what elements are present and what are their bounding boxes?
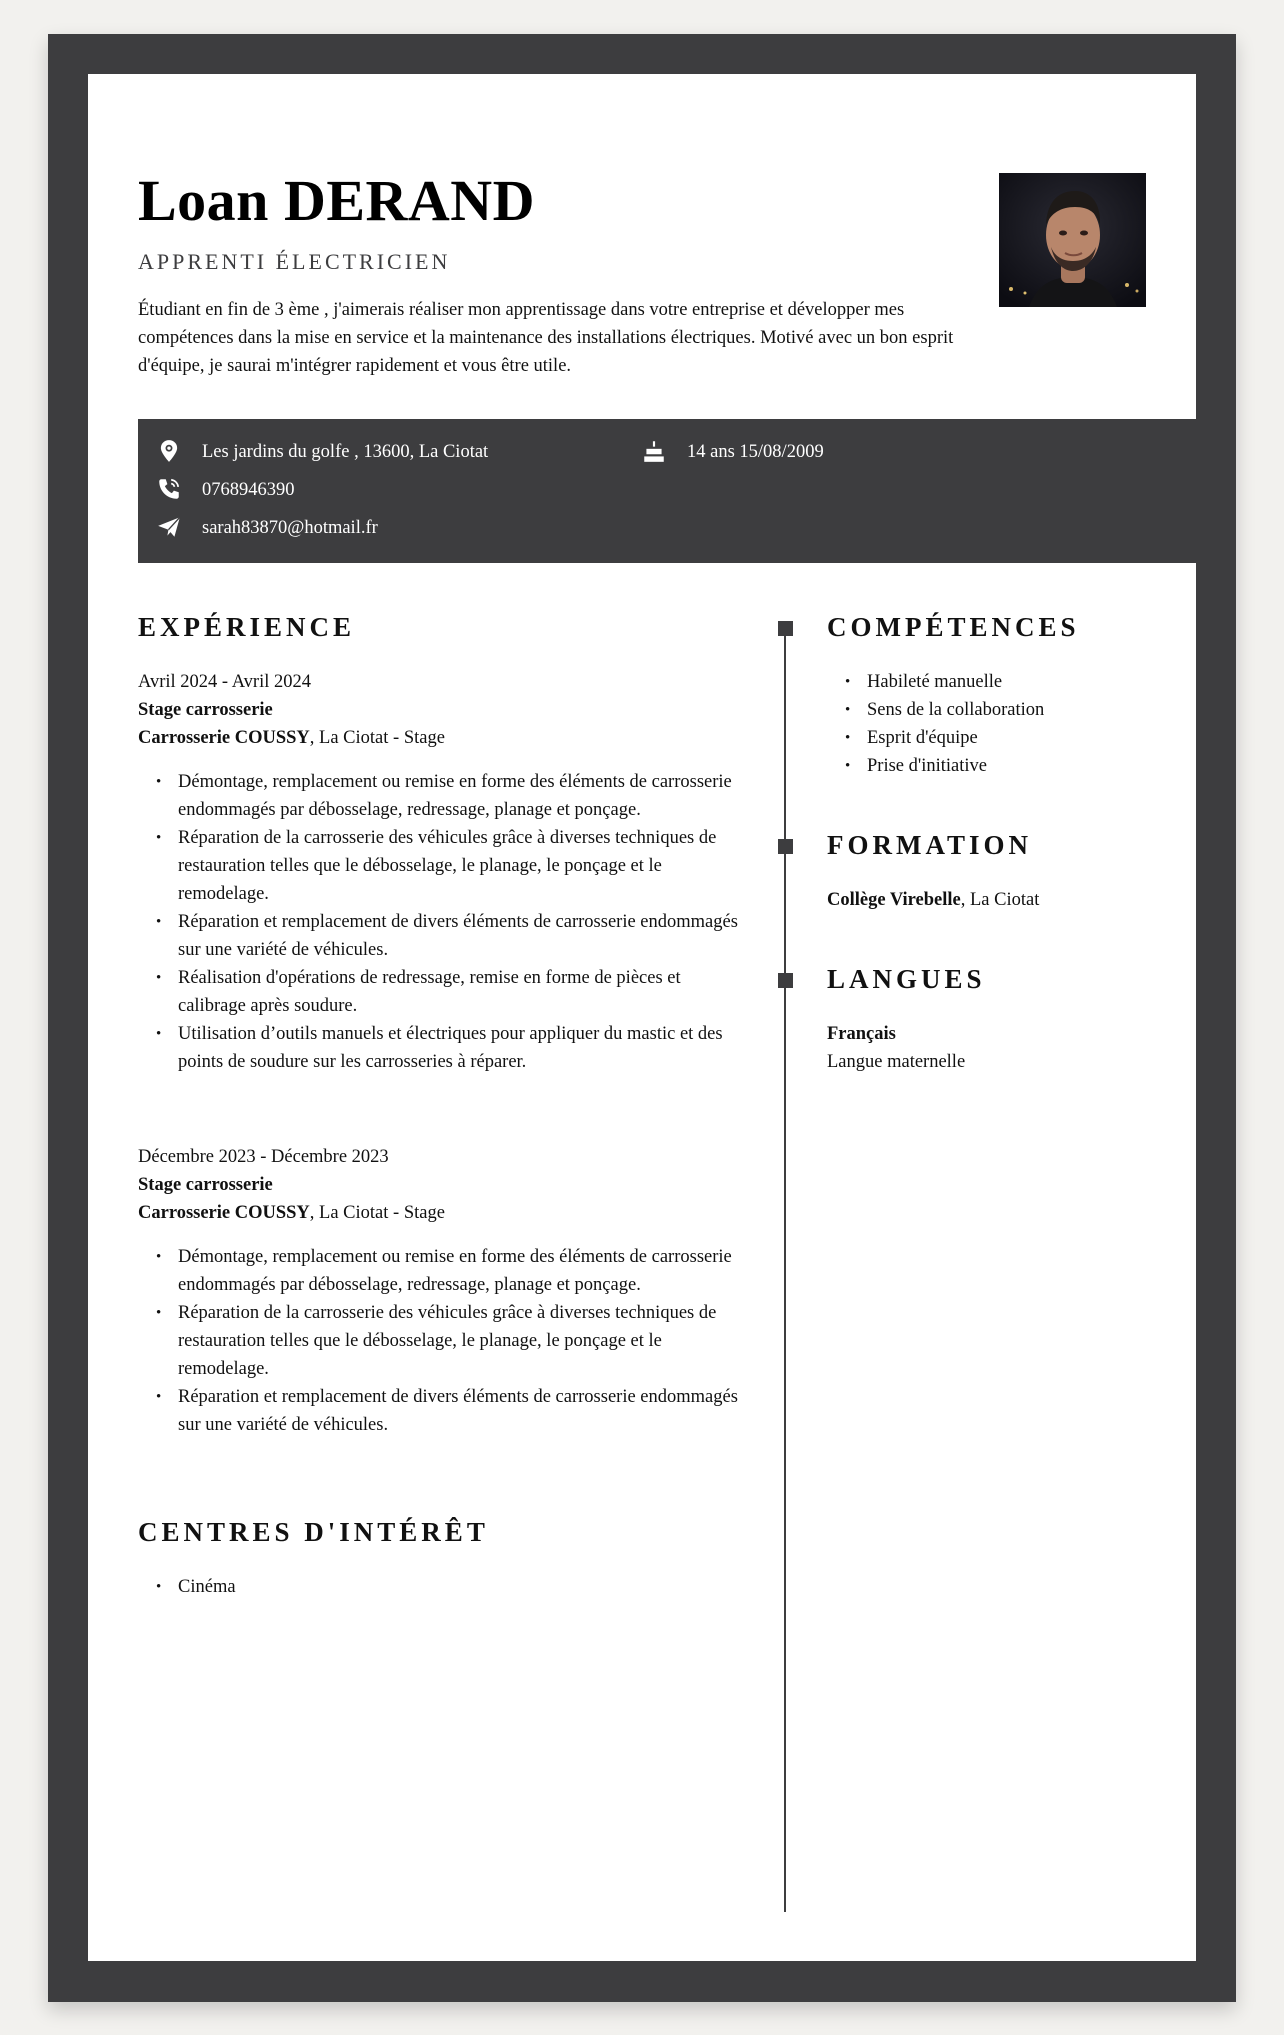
column-divider-line xyxy=(784,627,786,1912)
interests-heading: CENTRES D'INTÉRÊT xyxy=(138,1517,489,1547)
list-item: • Réalisation d'opérations de redressage, remise en forme de pièces et calibrage après soudure. xyxy=(138,964,738,1020)
education-entry xyxy=(827,886,1039,914)
exp1-company: Carrosserie COUSSY xyxy=(138,728,310,748)
skills-heading: COMPÉTENCES xyxy=(827,612,1080,642)
exp1-company-line xyxy=(138,724,445,752)
education-school: Collège Virebelle xyxy=(827,890,961,910)
exp2-details: , La Ciotat - Stage xyxy=(309,1203,445,1223)
contact-birth: 14 ans 15/08/2009 xyxy=(687,442,824,462)
list-item: • Utilisation d’outils manuels et électriques pour appliquer du mastic et des points de soudure sur les carrosseries à réparer. xyxy=(138,1020,738,1076)
timeline-marker xyxy=(778,973,793,988)
contact-address: Les jardins du golfe , 13600, La Ciotat xyxy=(202,442,489,462)
exp1-bullet-list xyxy=(138,768,738,1076)
portrait-image xyxy=(999,173,1146,307)
birthday-cake-icon xyxy=(641,438,667,464)
exp2-dates: Décembre 2023 - Décembre 2023 xyxy=(138,1147,389,1167)
timeline-marker xyxy=(778,839,793,854)
list-item: • Démontage, remplacement ou remise en forme des éléments de carrosserie endommagés par débosselage, redressage, planage et ponçage. xyxy=(138,768,738,824)
exp1-details: , La Ciotat - Stage xyxy=(309,728,445,748)
interests-list xyxy=(138,1573,738,1601)
exp1-role: Stage carrosserie xyxy=(138,700,273,720)
list-item: • Réparation de la carrosserie des véhicules grâce à diverses techniques de restauration telles que le débosselage, le planage, le ponçage et le remodelage. xyxy=(138,824,738,908)
language-name: Français xyxy=(827,1024,896,1044)
list-item: • Sens de la collaboration xyxy=(827,696,1187,724)
list-item: • Habileté manuelle xyxy=(827,668,1187,696)
contact-email[interactable]: sarah83870@hotmail.fr xyxy=(202,518,378,538)
list-item: • Réparation de la carrosserie des véhicules grâce à diverses techniques de restauration telles que le débosselage, le planage, le ponçage et le remodelage. xyxy=(138,1299,738,1383)
exp2-role: Stage carrosserie xyxy=(138,1175,273,1195)
job-title: APPRENTI ÉLECTRICIEN xyxy=(138,249,451,274)
list-item: • Prise d'initiative xyxy=(827,752,1187,780)
exp2-company: Carrosserie COUSSY xyxy=(138,1203,310,1223)
language-level: Langue maternelle xyxy=(827,1052,966,1072)
exp2-company-line xyxy=(138,1199,445,1227)
contact-bar xyxy=(138,419,1196,563)
exp2-bullet-list xyxy=(138,1243,738,1439)
profile-summary: Étudiant en fin de 3 ème , j'aimerais réaliser mon apprentissage dans votre entreprise et développer mes compétences dans la mise en service et la maintenance des installations électriques. Motivé avec un bon esprit d'équipe, je saurai m'intégrer rapidement et vous être utile. xyxy=(138,300,954,376)
list-item: • Esprit d'équipe xyxy=(827,724,1187,752)
education-heading: FORMATION xyxy=(827,830,1032,860)
list-item: • Démontage, remplacement ou remise en forme des éléments de carrosserie endommagés par débosselage, redressage, planage et ponçage. xyxy=(138,1243,738,1299)
skills-list xyxy=(827,668,1187,780)
location-pin-icon xyxy=(156,438,182,464)
list-item: • Cinéma xyxy=(138,1573,738,1601)
send-email-icon xyxy=(156,514,182,540)
list-item: • Réparation et remplacement de divers éléments de carrosserie endommagés sur une variété de véhicules. xyxy=(138,908,738,964)
languages-heading: LANGUES xyxy=(827,964,986,994)
experience-heading: EXPÉRIENCE xyxy=(138,612,356,642)
profile-photo xyxy=(999,173,1146,307)
candidate-name: Loan DERAND xyxy=(138,168,536,233)
timeline-marker xyxy=(778,621,793,636)
education-location: , La Ciotat xyxy=(960,890,1040,910)
exp1-dates: Avril 2024 - Avril 2024 xyxy=(138,672,311,692)
phone-icon xyxy=(156,476,182,502)
list-item: • Réparation et remplacement de divers éléments de carrosserie endommagés sur une variété de véhicules. xyxy=(138,1383,738,1439)
contact-phone[interactable]: 0768946390 xyxy=(202,480,295,500)
